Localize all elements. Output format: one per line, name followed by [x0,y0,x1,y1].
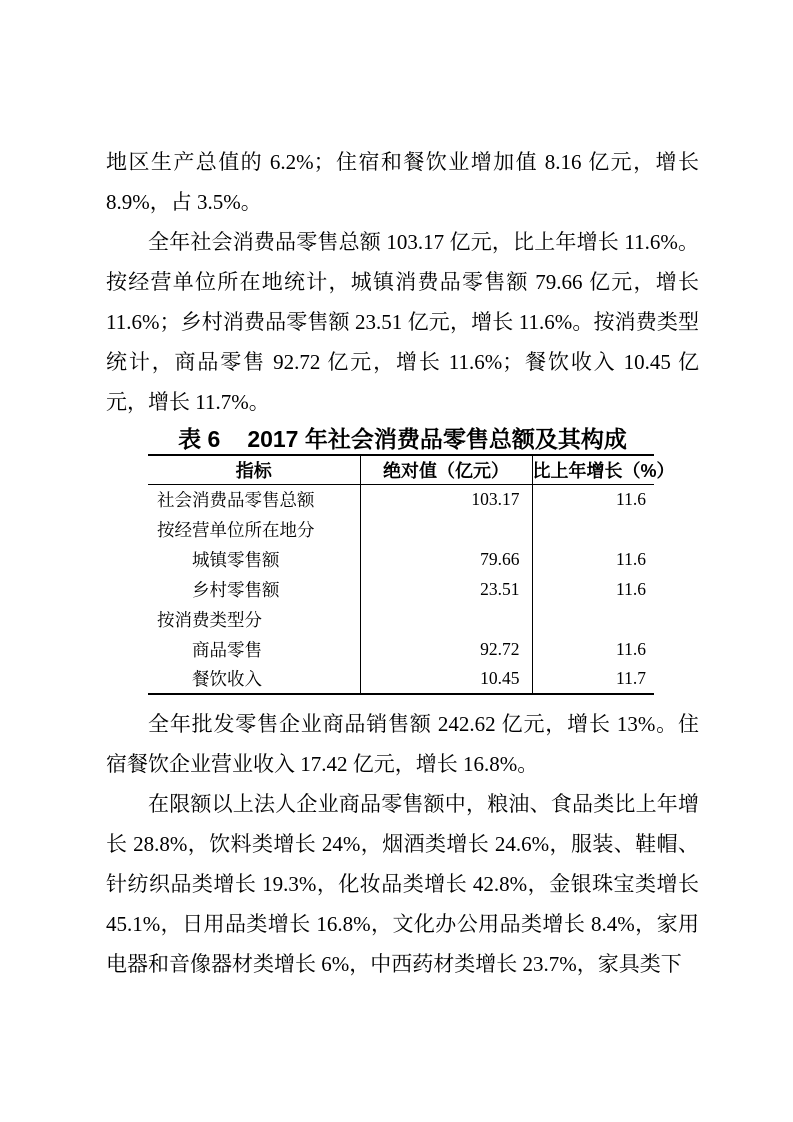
indicator-cell: 餐饮收入 [192,669,262,689]
indicator-cell: 城镇零售额 [192,549,280,570]
growth-cell: 11.6 [532,544,654,574]
table-row [148,544,654,574]
indicator-cell: 按消费类型分 [157,609,262,630]
value-cell [360,514,532,544]
value-cell [360,604,532,634]
growth-cell: 11.6 [532,574,654,604]
retail-sales-table [148,454,675,695]
value-cell: 103.17 [360,484,532,514]
value-cell: 79.66 [360,544,532,574]
table-row [148,634,654,664]
indicator-cell: 乡村零售额 [192,579,280,600]
growth-cell [532,514,654,544]
indicator-cell: 社会消费品零售总额 [157,489,315,510]
table-row [148,484,654,514]
header-growth: 比上年增长（%） [532,455,654,484]
growth-cell: 11.6 [532,484,654,514]
value-cell: 10.45 [360,664,532,694]
header-absolute-value: 绝对值（亿元） [360,455,532,484]
table-title [106,425,699,454]
value-cell: 23.51 [360,574,532,604]
table-row [148,664,654,694]
paragraph-categories: 在限额以上法人企业商品零售额中，粮油、食品类比上年增长 28.8%，饮料类增长 24%，烟酒类增长 24.6%，服装、鞋帽、针纺织品类增长 19.3%，化妆品类增长 42.8%，金银珠宝类增长 45.1%，日用品类增长 16.8%，文化办公用品类增长 8.4%，家用电器和音像器材类增长 6%，中西药材类增长 23.7%，家具类下 [106,792,699,976]
growth-cell: 11.6 [532,634,654,664]
growth-cell [532,604,654,634]
header-indicator: 指标 [148,455,360,484]
indicator-cell: 按经营单位所在地分 [157,519,315,540]
table-row [148,514,654,544]
paragraph-retail-total: 全年社会消费品零售总额 103.17 亿元，比上年增长 11.6%。按经营单位所在地统计，城镇消费品零售额 79.66 亿元，增长 11.6%；乡村消费品零售额 23.51 亿元，增长 11.6%。按消费类型统计，商品零售 92.72 亿元，增长 11.6%；餐饮收入 10.45 亿元，增长 11.7%。 [106,230,699,414]
paragraph-gdp-share: 地区生产总值的 6.2%；住宿和餐饮业增加值 8.16 亿元，增长 8.9%，占 3.5%。 [106,150,699,214]
paragraph-wholesale: 全年批发零售企业商品销售额 242.62 亿元，增长 13%。住宿餐饮企业营业收入 17.42 亿元，增长 16.8%。 [106,712,699,776]
growth-cell: 11.7 [532,664,654,694]
indicator-cell: 商品零售 [192,639,262,660]
value-cell: 92.72 [360,634,532,664]
table-row [148,604,654,634]
table-header-row [148,455,675,484]
table-title-text: 2017 年社会消费品零售总额及其构成 [247,426,627,452]
table-label: 表 6 [178,426,221,452]
table-row [148,574,654,604]
